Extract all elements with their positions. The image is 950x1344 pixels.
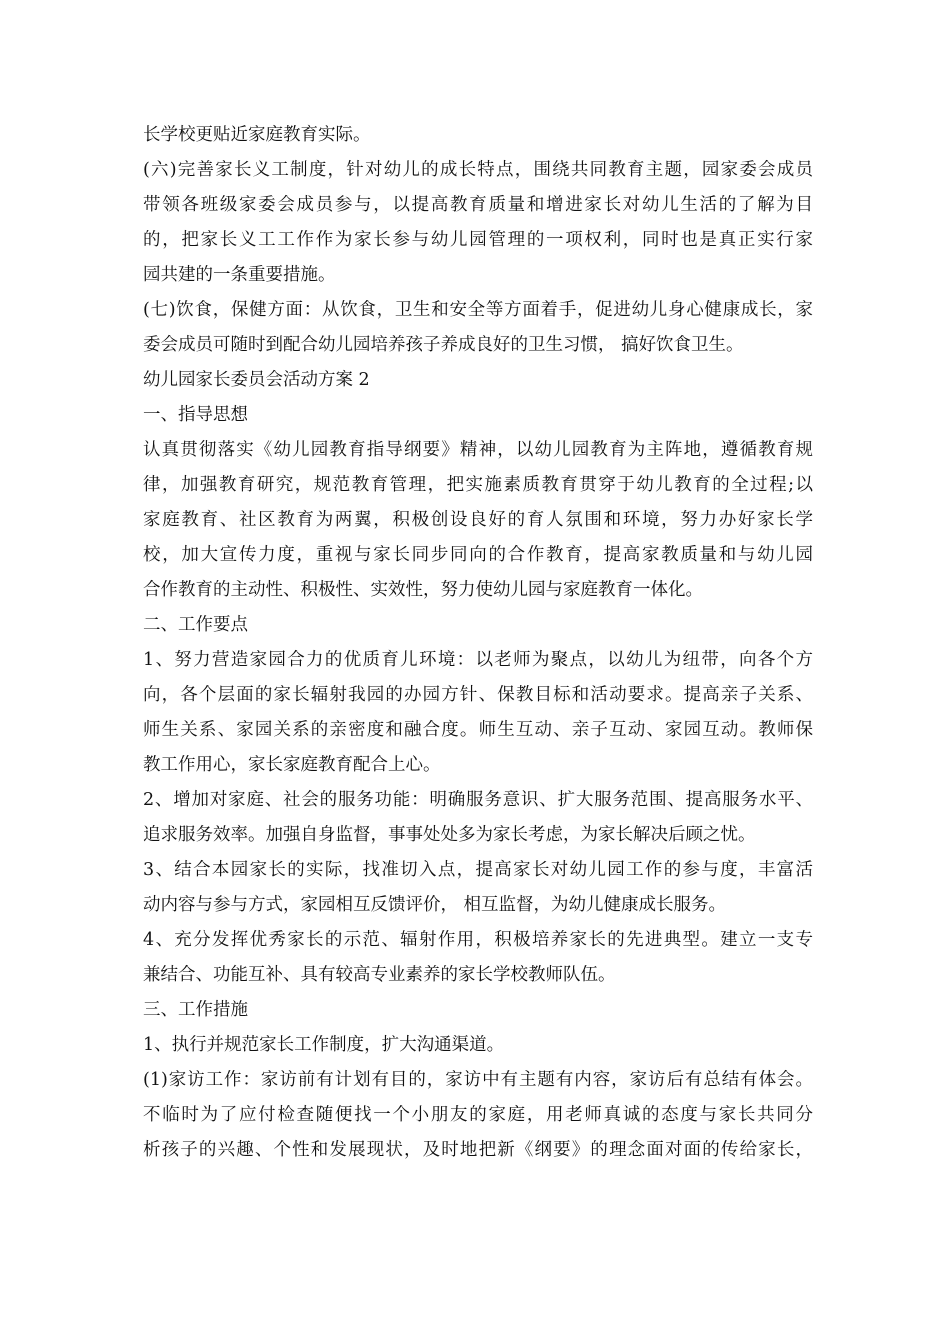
text-line: 的，把家长义工工作作为家长参与幼儿园管理的一项权利，同时也是真正实行家 <box>143 230 813 250</box>
text-line: 家庭教育、社区教育为两翼，积极创设良好的育人氛围和环境，努力办好家长学 <box>143 510 813 530</box>
text-line: 长学校更贴近家庭教育实际。 <box>143 125 371 145</box>
text-line: 园共建的一条重要措施。 <box>143 265 336 285</box>
text-line: 兼结合、功能互补、具有较高专业素养的家长学校教师队伍。 <box>143 965 616 985</box>
text-line: 动内容与参与方式，家园相互反馈评价， 相互监督，为幼儿健康成长服务。 <box>143 895 727 915</box>
text-line: 律，加强教育研究，规范教育管理，把实施素质教育贯穿于幼儿教育的全过程;以 <box>143 475 813 495</box>
text-line: 校，加大宣传力度，重视与家长同步同向的合作教育，提高家教质量和与幼儿园 <box>143 545 813 565</box>
text-line: 幼儿园家长委员会活动方案 2 <box>143 370 370 390</box>
text-line: 不临时为了应付检查随便找一个小朋友的家庭，用老师真诚的态度与家长共同分 <box>143 1105 813 1125</box>
text-line: (1)家访工作：家访前有计划有目的，家访中有主题有内容，家访后有总结有体会。 <box>143 1070 813 1090</box>
document-body <box>143 118 813 1168</box>
text-line: 三、工作措施 <box>143 1000 248 1020</box>
text-line: (六)完善家长义工制度，针对幼儿的成长特点，围绕共同教育主题，园家委会成员 <box>143 160 813 180</box>
text-line: 追求服务效率。加强自身监督，事事处处多为家长考虑，为家长解决后顾之忧。 <box>143 825 756 845</box>
text-line: 析孩子的兴趣、个性和发展现状，及时地把新《纲要》的理念面对面的传给家长， <box>143 1140 813 1160</box>
text-line: 1、执行并规范家长工作制度，扩大沟通渠道。 <box>143 1035 505 1055</box>
text-line: 委会成员可随时到配合幼儿园培养孩子养成良好的卫生习惯， 搞好饮食卫生。 <box>143 335 744 355</box>
text-line: 2、增加对家庭、社会的服务功能：明确服务意识、扩大服务范围、提高服务水平、 <box>143 790 813 810</box>
text-line: 1、努力营造家园合力的优质育儿环境：以老师为聚点，以幼儿为纽带，向各个方 <box>143 650 813 670</box>
text-line: 合作教育的主动性、积极性、实效性，努力使幼儿园与家庭教育一体化。 <box>143 580 703 600</box>
text-line: 带领各班级家委会成员参与，以提高教育质量和增进家长对幼儿生活的了解为目 <box>143 195 813 215</box>
text-line: 4、充分发挥优秀家长的示范、辐射作用，积极培养家长的先进典型。建立一支专 <box>143 930 813 950</box>
text-line: 二、工作要点 <box>143 615 248 635</box>
text-line: 一、指导思想 <box>143 405 248 425</box>
text-line: 3、结合本园家长的实际，找准切入点，提高家长对幼儿园工作的参与度，丰富活 <box>143 860 813 880</box>
text-line: (七)饮食，保健方面：从饮食，卫生和安全等方面着手，促进幼儿身心健康成长，家 <box>143 300 813 320</box>
text-line: 认真贯彻落实《幼儿园教育指导纲要》精神，以幼儿园教育为主阵地，遵循教育规 <box>143 440 813 460</box>
text-line: 教工作用心，家长家庭教育配合上心。 <box>143 755 441 775</box>
text-line: 师生关系、家园关系的亲密度和融合度。师生互动、亲子互动、家园互动。教师保 <box>143 720 813 740</box>
text-line: 向，各个层面的家长辐射我园的办园方针、保教目标和活动要求。提高亲子关系、 <box>143 685 813 705</box>
